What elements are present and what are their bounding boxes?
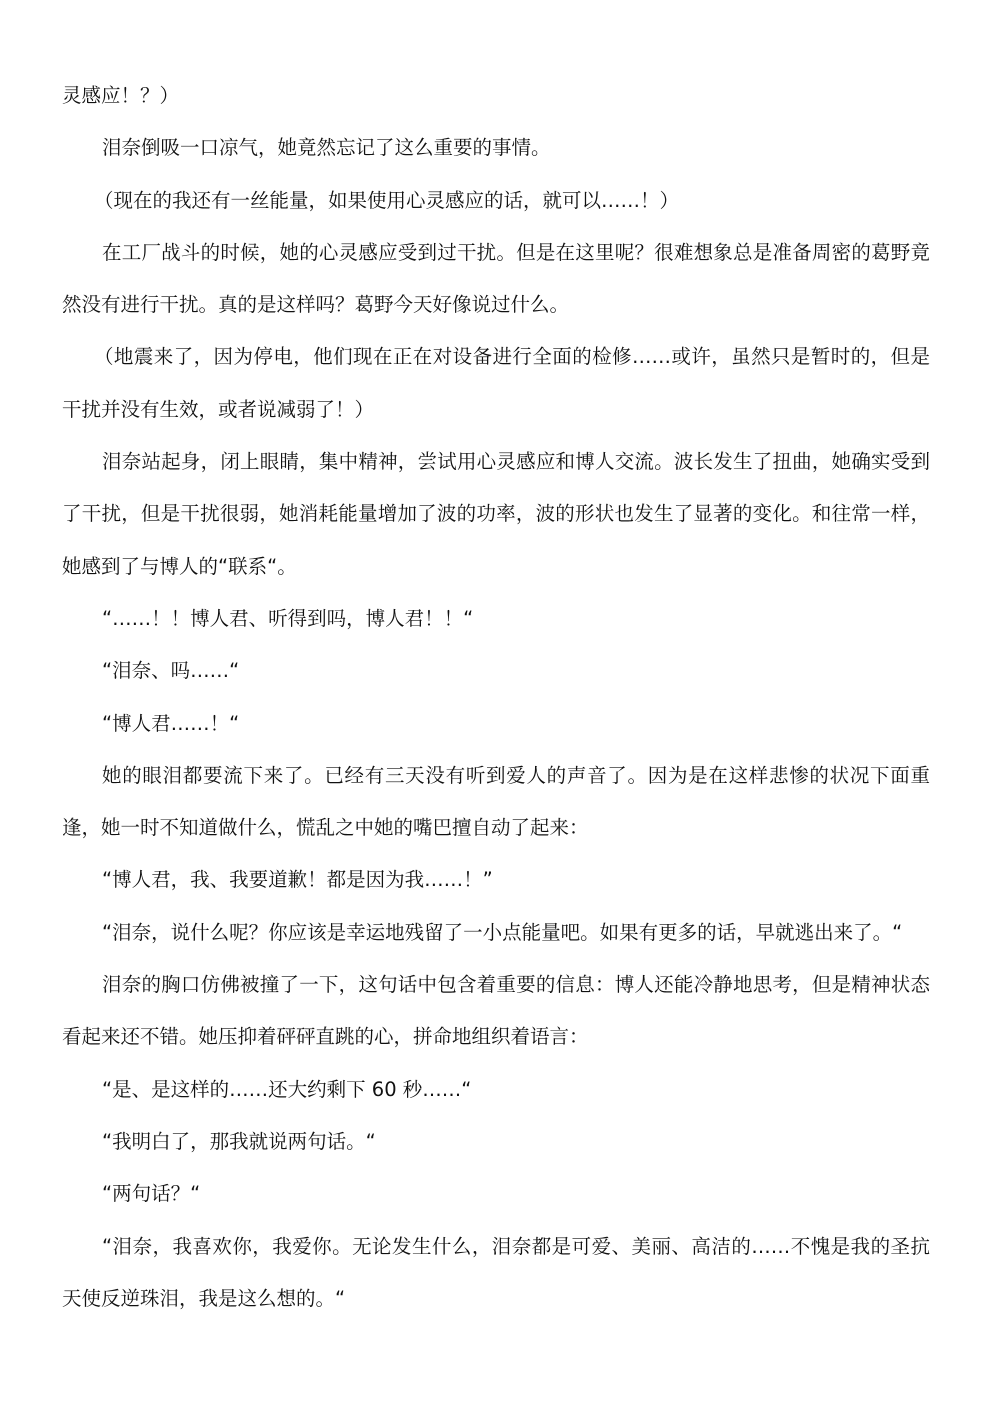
paragraph-15: “我明白了，那我就说两句话。“ <box>102 1129 376 1153</box>
paragraph-8: “泪奈、吗……“ <box>102 659 240 683</box>
paragraph-16: “两句话？“ <box>102 1182 201 1206</box>
paragraph-12: “泪奈，说什么呢？你应该是幸运地残留了一小点能量吧。如果有更多的话，早就逃出来了。“ <box>102 920 903 944</box>
paragraph-6: 泪奈站起身，闭上眼睛，集中精神，尝试用心灵感应和博人交流。波长发生了扭曲，她确实受到了干扰，但是干扰很弱，她消耗能量增加了波的功率，波的形状也发生了显著的变化。和往常一样，她感到了与博人的“联系“。 <box>62 450 930 578</box>
paragraph-10: 她的眼泪都要流下来了。已经有三天没有听到爱人的声音了。因为是在这样悲惨的状况下面重逢，她一时不知道做什么，慌乱之中她的嘴巴擅自动了起来： <box>62 763 930 840</box>
paragraph-11: “博人君，我、我要道歉！都是因为我……！” <box>102 868 493 892</box>
paragraph-17: “泪奈，我喜欢你，我爱你。无论发生什么，泪奈都是可爱、美丽、高洁的……不愧是我的圣抗天使反逆珠泪，我是这么想的。“ <box>62 1234 930 1310</box>
document-page <box>62 70 930 1360</box>
paragraph-2: 泪奈倒吸一口凉气，她竟然忘记了这么重要的事情。 <box>102 136 551 160</box>
paragraph-4: 在工厂战斗的时候，她的心灵感应受到过干扰。但是在这里呢？很难想象总是准备周密的葛野竟然没有进行干扰。真的是这样吗？葛野今天好像说过什么。 <box>62 240 930 317</box>
paragraph-1: 灵感应！？） <box>62 84 180 107</box>
paragraph-3: （现在的我还有一丝能量，如果使用心灵感应的话，就可以……！） <box>94 188 680 212</box>
paragraph-7: “……！！博人君、听得到吗，博人君！！“ <box>102 606 474 630</box>
paragraph-5: （地震来了，因为停电，他们现在正在对设备进行全面的检修……或许，虽然只是暂时的，但是干扰并没有生效，或者说减弱了！） <box>62 345 930 421</box>
paragraph-13: 泪奈的胸口仿佛被撞了一下，这句话中包含着重要的信息：博人还能冷静地思考，但是精神状态看起来还不错。她压抑着砰砰直跳的心，拼命地组织着语言： <box>62 973 930 1049</box>
paragraph-14: “是、是这样的……还大约剩下 60 秒……“ <box>102 1077 472 1101</box>
paragraph-9: “博人君……！“ <box>102 711 240 735</box>
